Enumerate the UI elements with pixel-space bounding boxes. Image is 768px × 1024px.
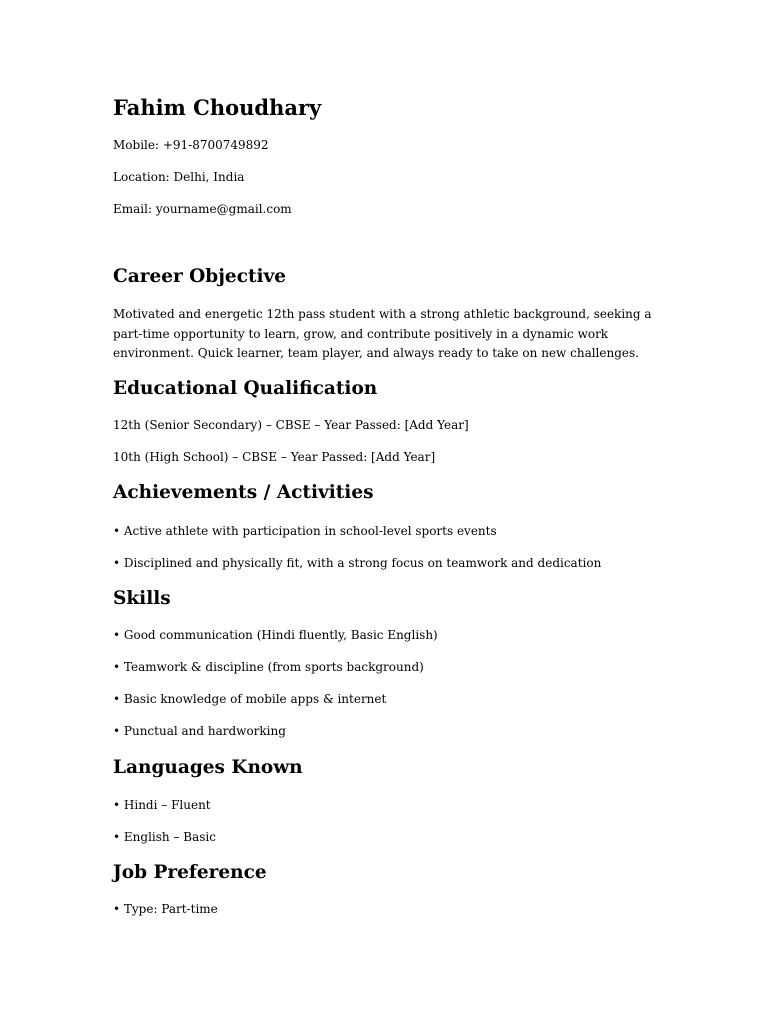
career-objective-text: Motivated and energetic 12th pass student with a strong athletic background, seeking a part-time opportunity to learn, grow, and contribute positively in a dynamic work environment. Quick learner, team player, and always ready to take on new challenges. [113,307,652,360]
career-objective-heading: Career Objective [113,266,287,287]
education-heading: Educational Qualification [113,378,378,399]
candidate-name: Fahim Choudhary [113,95,322,120]
language-item: • English – Basic [113,830,216,844]
achievement-item: • Disciplined and physically fit, with a strong focus on teamwork and dedication [113,556,602,570]
achievements-heading: Achievements / Activities [113,482,374,503]
achievement-item: • Active athlete with participation in school-level sports events [113,524,497,538]
languages-heading: Languages Known [113,757,303,778]
education-item: 12th (Senior Secondary) – CBSE – Year Passed: [Add Year] [113,418,469,432]
language-item: • Hindi – Fluent [113,798,211,812]
contact-mobile: Mobile: +91-8700749892 [113,138,269,152]
contact-email: Email: yourname@gmail.com [113,202,292,216]
education-item: 10th (High School) – CBSE – Year Passed: [Add Year] [113,450,436,464]
job-preference-heading: Job Preference [113,862,267,883]
job-preference-item: • Type: Part-time [113,902,218,916]
skill-item: • Basic knowledge of mobile apps & internet [113,692,387,706]
skill-item: • Teamwork & discipline (from sports background) [113,660,424,674]
skills-heading: Skills [113,588,171,609]
skill-item: • Punctual and hardworking [113,724,286,738]
contact-location: Location: Delhi, India [113,170,245,184]
skill-item: • Good communication (Hindi fluently, Basic English) [113,628,438,642]
